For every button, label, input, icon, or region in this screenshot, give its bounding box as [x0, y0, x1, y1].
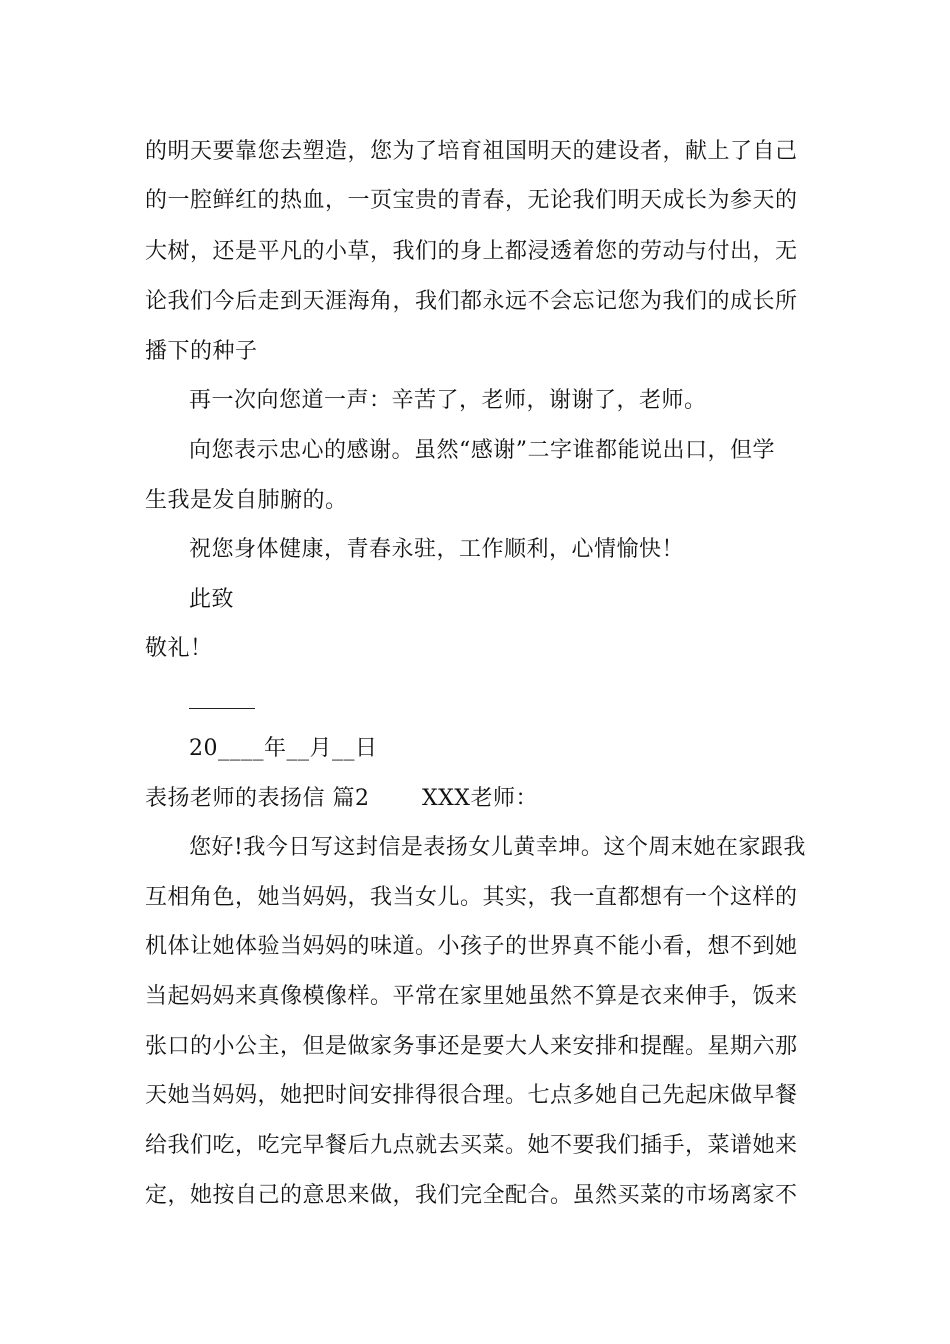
paragraph-line: 互相角色，她当妈妈，我当女儿。其实，我一直都想有一个这样的	[145, 885, 798, 910]
paragraph-line: 您好!我今日写这封信是表扬女儿黄幸坤。这个周末她在家跟我	[189, 835, 806, 860]
paragraph-line: 张口的小公主，但是做家务事还是要大人来安排和提醒。星期六那	[145, 1034, 798, 1059]
paragraph-line: 播下的种子	[145, 339, 258, 364]
paragraph-line: 定，她按自己的意思来做，我们完全配合。虽然买菜的市场离家不	[145, 1183, 798, 1208]
paragraph-line: 论我们今后走到天涯海角，我们都永远不会忘记您为我们的成长所	[145, 289, 798, 314]
paragraph-line: 大树，还是平凡的小草，我们的身上都浸透着您的劳动与付出，无	[145, 239, 798, 264]
paragraph-line: 的明天要靠您去塑造，您为了培育祖国明天的建设者，献上了自己	[145, 139, 798, 164]
closing-salutation: 此致	[189, 587, 235, 612]
paragraph-line: 向您表示忠心的感谢。虽然“感谢”二字谁都能说出口，但学	[189, 438, 775, 463]
paragraph-line: 生我是发自肺腑的。	[145, 488, 348, 513]
paragraph-line: 再一次向您道一声：辛苦了，老师，谢谢了，老师。	[189, 388, 707, 413]
date-line: 20____年__月__日	[189, 736, 378, 761]
paragraph-line: 给我们吃，吃完早餐后九点就去买菜。她不要我们插手，菜谱她来	[145, 1133, 798, 1158]
closing-wish: 祝您身体健康，青春永驻，工作顺利，心情愉快！	[189, 537, 685, 562]
paragraph-line: 机体让她体验当妈妈的味道。小孩子的世界真不能小看，想不到她	[145, 934, 798, 959]
paragraph-line: 的一腔鲜红的热血，一页宝贵的青春，无论我们明天成长为参天的	[145, 188, 798, 213]
paragraph-line: 当起妈妈来真像模像样。平常在家里她虽然不算是衣来伸手，饭来	[145, 984, 798, 1009]
paragraph-line: 天她当妈妈，她把时间安排得很合理。七点多她自己先起床做早餐	[145, 1083, 798, 1108]
signature-line	[189, 708, 255, 709]
closing-regards: 敬礼！	[145, 636, 213, 661]
section-heading: 表扬老师的表扬信 篇2 XXX老师：	[145, 786, 538, 811]
